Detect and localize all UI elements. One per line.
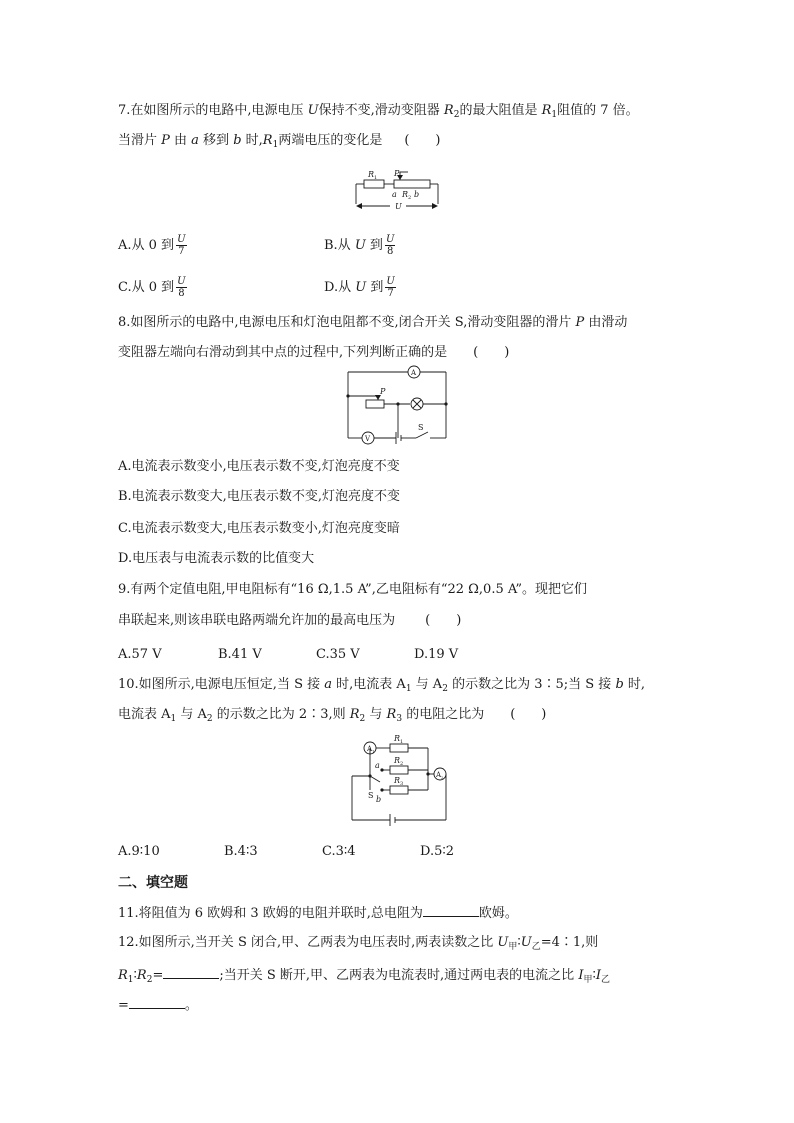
answer-paren: ( ) (510, 707, 547, 722)
subscript: 1 (170, 714, 177, 724)
numerator: U (386, 276, 395, 287)
q11-line (118, 904, 518, 923)
label-R1-sub: 1 (374, 175, 378, 181)
q7-option-c (118, 276, 187, 299)
text: = (152, 968, 164, 983)
text: B.从 (324, 238, 355, 253)
answer-blank[interactable] (423, 904, 479, 917)
q9-option-a: A.57 V (118, 647, 162, 662)
numerator: U (177, 276, 186, 287)
var-P: P (161, 133, 170, 148)
text: 7.在如图所示的电路中,电源电压 (118, 103, 308, 118)
var-U: U (497, 935, 509, 950)
denominator: 8 (386, 246, 394, 257)
q8-circuit-diagram (344, 366, 450, 446)
text: 与 A (176, 707, 207, 722)
var-b: b (233, 133, 242, 148)
text: 到 (366, 280, 384, 295)
q7-option-a (118, 234, 187, 257)
q9-line-1: 9.有两个定值电阻,甲电阻标有“16 Ω,1.5 A”,乙电阻标有“22 Ω,0.5 A”。现把它们 (118, 582, 587, 597)
label-a: a (392, 190, 397, 199)
subscript: 2 (359, 714, 366, 724)
q7-line-2 (118, 132, 440, 154)
voltmeter-label: V (365, 435, 371, 443)
text: 8.如图所示的电路中,电源电压和灯泡电阻都不变,闭合开关 S,滑动变阻器的滑片 (118, 315, 576, 330)
label-R2-sub: 2 (400, 761, 404, 767)
q10-line-2 (118, 706, 546, 728)
var-U: U (354, 238, 366, 253)
answer-blank[interactable] (129, 996, 185, 1009)
answer-paren: ( ) (425, 613, 462, 628)
text: 时,电流表 A (332, 677, 406, 692)
var-R: R (349, 707, 360, 722)
text: 的最大阻值是 (459, 103, 542, 118)
q9-option-b: B.41 V (218, 647, 262, 662)
subscript: 2 (442, 684, 448, 694)
ammeter-2-sub: 2 (441, 775, 444, 780)
q12-line-3 (118, 996, 198, 1015)
denominator: 7 (387, 288, 394, 299)
text: 与 A (411, 677, 443, 692)
text: 移到 (198, 133, 234, 148)
numerator: U (177, 234, 186, 245)
text: A.从 0 到 (118, 238, 175, 253)
answer-blank[interactable] (163, 966, 219, 979)
var-a: a (324, 677, 333, 692)
text: 到 (365, 238, 383, 253)
numerator: U (385, 234, 395, 245)
q9-option-d: D.19 V (414, 647, 459, 662)
text: 两端电压的变化是 (278, 133, 383, 148)
q10-option-a: A.9∶10 (118, 844, 160, 859)
label-P: P (394, 169, 400, 178)
label-S: S (368, 791, 374, 800)
text: ;当开关 S 断开,甲、乙两表为电流表时,通过两电表的电流之比 (219, 968, 579, 983)
text: 阻值的 7 倍。 (557, 103, 639, 118)
q8-option-b: B.电流表示数变大,电压表示数不变,灯泡亮度不变 (118, 489, 400, 504)
denominator: 7 (178, 246, 185, 257)
subscript: 乙 (601, 975, 611, 985)
label-R1-sub: 1 (400, 739, 404, 745)
label-b: b (376, 795, 382, 804)
subscript: 2 (453, 110, 460, 120)
subscript: 1 (551, 110, 558, 120)
text: =4∶1,则 (540, 935, 599, 950)
text: 与 (365, 707, 387, 722)
fraction (176, 276, 186, 299)
text: 当滑片 (118, 133, 162, 148)
subscript: 1 (272, 140, 279, 150)
label-R3: R (394, 776, 401, 785)
text: 电流表 A (118, 707, 171, 722)
text: 11.将阻值为 6 欧姆和 3 欧姆的电阻并联时,总电阻为 (118, 906, 423, 921)
text: ∶ (517, 935, 521, 950)
text: 由 (169, 133, 192, 148)
q10-circuit-diagram (346, 730, 446, 830)
subscript: 1 (405, 684, 412, 694)
q8-option-d: D.电压表与电流表示数的比值变大 (118, 551, 315, 566)
section-title: 二、填空题 (118, 875, 188, 891)
subscript: 甲 (508, 942, 518, 952)
var-P: P (575, 315, 585, 330)
text: 由滑动 (584, 315, 628, 330)
text: 保持不变,滑动变阻器 (318, 103, 444, 118)
text: 的示数之比为 2∶3,则 (212, 707, 350, 722)
fraction (385, 276, 395, 299)
q8-option-a: A.电流表示数变小,电压表示数不变,灯泡亮度不变 (118, 459, 400, 474)
q10-option-b: B.4∶3 (224, 844, 258, 859)
q8-line-2 (118, 344, 509, 362)
fraction (176, 234, 186, 257)
var-U: U (520, 935, 532, 950)
subscript: 3 (396, 714, 403, 724)
q10-option-d: D.5∶2 (420, 844, 455, 859)
var-R: R (118, 968, 128, 983)
ammeter-2-label: A (436, 771, 442, 779)
q10-option-c: C.3∶4 (322, 844, 356, 859)
label-R2: R (402, 190, 409, 199)
q8-line-1 (118, 314, 627, 332)
text: 。 (184, 998, 198, 1013)
q12-line-1 (118, 934, 598, 956)
text: = (118, 998, 129, 1013)
denominator: 8 (178, 288, 185, 299)
label-S: S (418, 423, 424, 432)
subscript: 甲 (583, 975, 593, 985)
var-R: R (386, 707, 397, 722)
q9-option-c: C.35 V (316, 647, 360, 662)
q10-line-1 (118, 676, 645, 698)
text: 时, (623, 677, 646, 692)
var-I: I (578, 968, 584, 983)
var-U: U (355, 280, 367, 295)
subscript: 1 (127, 975, 134, 985)
label-R1: R (394, 734, 401, 743)
subscript: 2 (206, 714, 213, 724)
q7-circuit-diagram (350, 166, 446, 214)
answer-paren: ( ) (473, 345, 510, 360)
label-b: b (414, 190, 420, 199)
ammeter-1-label: A (367, 745, 373, 753)
label-P: P (380, 387, 386, 396)
text: 10.如图所示,电源电压恒定,当 S 接 (118, 677, 325, 692)
text: 的示数之比为 3∶5;当 S 接 (447, 677, 616, 692)
q9-line-2 (118, 612, 461, 630)
fraction (385, 234, 395, 257)
var-R: R (136, 968, 147, 983)
text: D.从 (324, 280, 356, 295)
text: 12.如图所示,当开关 S 闭合,甲、乙两表为电压表时,两表读数之比 (118, 935, 498, 950)
text: 变阻器左端向右滑动到其中点的过程中,下列判断正确的是 (118, 345, 448, 360)
text: C.从 0 到 (118, 280, 175, 295)
q8-option-c: C.电流表示数变大,电压表示数变小,灯泡亮度变暗 (118, 521, 400, 536)
var-I: I (595, 968, 601, 983)
var-R: R (262, 133, 273, 148)
var-a: a (191, 133, 199, 148)
text: 时, (241, 133, 263, 148)
ammeter-1-sub: 1 (372, 749, 375, 754)
label-R1: R (368, 170, 375, 179)
ammeter-label: A (411, 369, 417, 377)
text: 欧姆。 (478, 906, 518, 921)
q7-option-d (324, 276, 396, 299)
label-R3-sub: 3 (400, 781, 404, 787)
var-b: b (615, 677, 624, 692)
subscript: 乙 (531, 942, 541, 952)
answer-paren: ( ) (404, 133, 441, 148)
label-a: a (375, 761, 380, 770)
text: 的电阻之比为 (402, 707, 485, 722)
text: ∶ (133, 968, 137, 983)
label-R2: R (394, 756, 401, 765)
q12-line-2 (118, 966, 610, 989)
var-U: U (307, 103, 319, 118)
label-R2-sub: 2 (408, 195, 412, 201)
q7-option-b (324, 234, 395, 257)
var-R: R (541, 103, 552, 118)
q7-line-1 (118, 102, 639, 124)
label-U: U (395, 202, 402, 211)
text: ∶ (592, 968, 596, 983)
var-R: R (443, 103, 454, 118)
text: 串联起来,则该串联电路两端允许加的最高电压为 (118, 613, 396, 628)
subscript: 2 (146, 975, 153, 985)
